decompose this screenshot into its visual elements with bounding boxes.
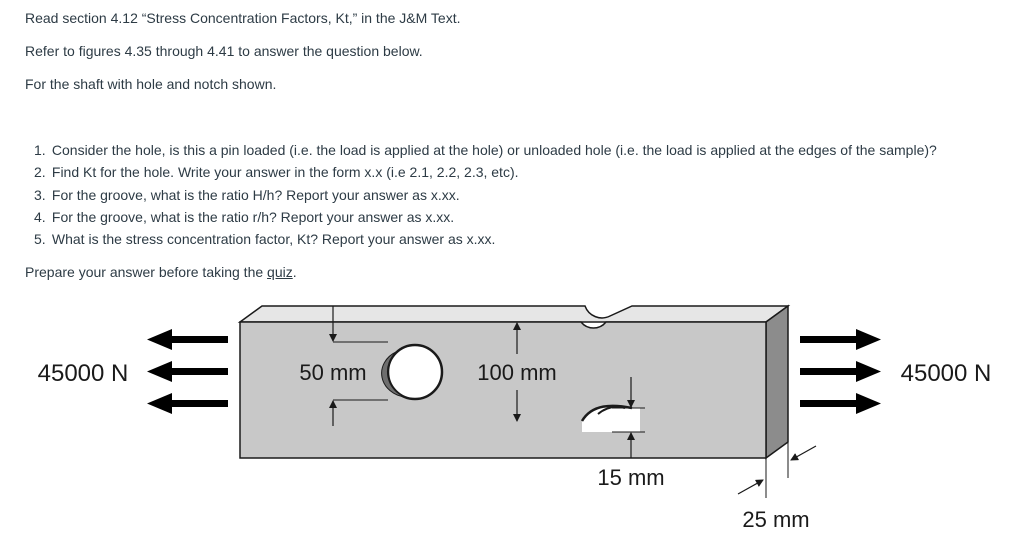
question-item: 1. Consider the hole, is this a pin loaded (i.e. the load is applied at the hole) or unloaded hole (i.e. the load is applied at the edges of the sample)? [34, 142, 937, 158]
question-text: What is the stress concentration factor, Kt? Report your answer as x.xx. [51, 231, 496, 248]
intro-line-2: Refer to figures 4.35 through 4.41 to answer the question below. [25, 43, 423, 59]
prepare-text: Prepare your answer before taking the quiz. [25, 264, 297, 280]
thickness-dim-label: 25 mm [742, 507, 810, 532]
question-text: Find Kt for the hole. Write your answer in the form x.x (i.e 2.1, 2.2, 2.3, etc). [51, 164, 519, 181]
notch-dim-label: 15 mm [597, 465, 665, 490]
bar-side-face [766, 306, 788, 458]
question-item: 3. For the groove, what is the ratio H/h? Report your answer as x.xx. [34, 186, 460, 203]
bar-front-face [240, 322, 766, 458]
question-item: 2. Find Kt for the hole. Write your answer in the form x.x (i.e 2.1, 2.2, 2.3, etc). [34, 164, 519, 181]
width-dim-label: 100 mm [477, 360, 557, 385]
quiz-link[interactable]: quiz [267, 264, 293, 280]
right-force-arrows [800, 329, 881, 414]
question-text: For the groove, what is the ratio r/h? Report your answer as x.xx. [51, 208, 455, 225]
left-force-arrows [147, 329, 228, 414]
intro-line-1: Read section 4.12 “Stress Concentration Factors, Kt,” in the J&M Text. [25, 10, 461, 26]
question-text: For the groove, what is the ratio H/h? Report your answer as x.xx. [51, 186, 460, 203]
left-force-label: 45000 N [37, 360, 129, 387]
question-item: 4. For the groove, what is the ratio r/h? Report your answer as x.xx. [34, 208, 455, 225]
hole-dim-label: 50 mm [299, 360, 367, 385]
intro-line-3: For the shaft with hole and notch shown. [25, 76, 277, 92]
question-text: Consider the hole, is this a pin loaded (i.e. the load is applied at the hole) or unloaded hole (i.e. the load is applied at the edges of the sample)? [51, 142, 937, 158]
right-force-label: 45000 N [900, 360, 992, 387]
question-item: 5. What is the stress concentration factor, Kt? Report your answer as x.xx. [34, 231, 496, 248]
bar-top-face [240, 306, 788, 322]
